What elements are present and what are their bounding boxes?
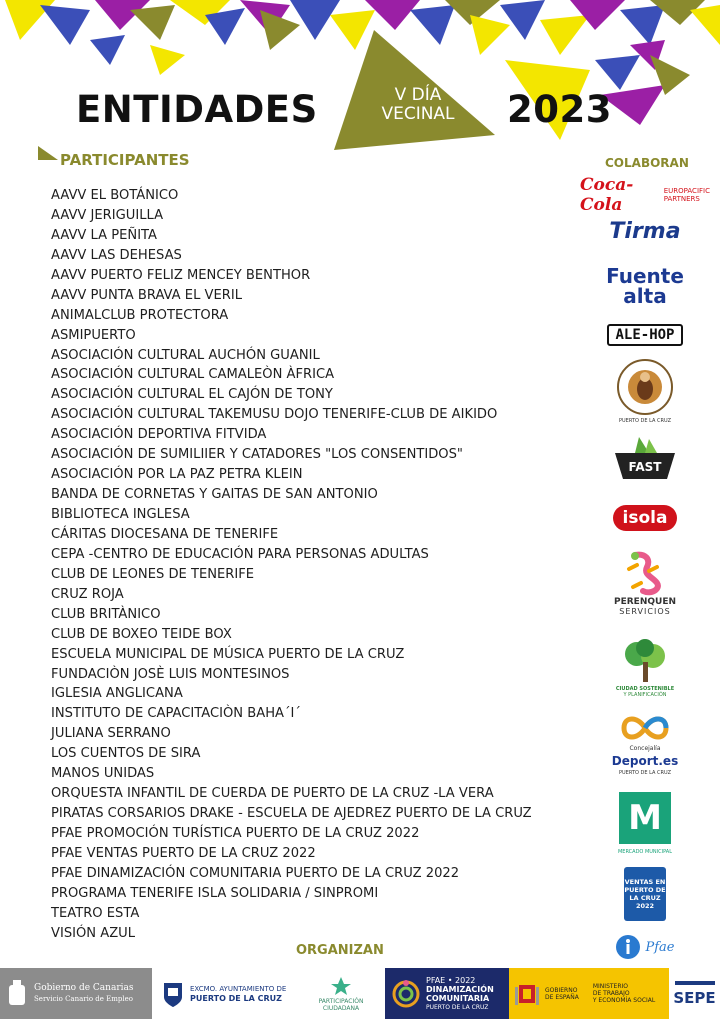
cofradia-caption: PUERTO DE LA CRUZ	[619, 418, 671, 424]
list-item: CLUB BRITÀNICO	[51, 606, 161, 622]
network-icon	[391, 979, 421, 1009]
list-item: ASOCIACIÓN CULTURAL TAKEMUSU DOJO TENERIFE-CLUB DE AIKIDO	[51, 407, 498, 423]
ayto-line-1: EXCMO. AYUNTAMIENTO DE	[190, 984, 287, 993]
list-item: JULIANA SERRANO	[51, 726, 171, 742]
ayuntamiento-logo	[162, 968, 298, 1019]
pfae-line-2: DINAMIZACIÓN	[426, 984, 494, 994]
list-item: CLUB DE LEONES DE TENERIFE	[51, 566, 255, 582]
ciudad-caption-2: Y PLANIFICACIÓN	[623, 692, 667, 698]
cocacola-wordmark: Coca-Cola	[580, 175, 634, 215]
ciudad-sostenible-logo	[580, 632, 710, 704]
gob-line-2: DE ESPAÑA	[545, 993, 579, 1001]
deportes-logo	[580, 710, 710, 780]
perenquen-subtitle: SERVICIOS	[619, 607, 671, 616]
list-item: AAVV JERIGUILLA	[51, 207, 164, 223]
gobierno-canarias-text	[34, 983, 133, 1005]
ayuntamiento-text	[190, 985, 286, 1003]
gecko-icon	[621, 549, 669, 597]
list-item: TEATRO ESTA	[51, 905, 140, 921]
list-item: ASOCIACIÓN CULTURAL EL CAJÓN DE TONY	[51, 387, 333, 403]
mercado-m-icon: M	[619, 792, 671, 844]
title-year: 2023	[507, 88, 612, 131]
list-item: ASOCIACIÓN DE SUMILIIER Y CATADORES "LOS CONSENTIDOS"	[51, 447, 463, 463]
pfae-line-4: PUERTO DE LA CRUZ	[426, 1003, 489, 1011]
confetti-decoration	[0, 0, 720, 160]
list-item: INSTITUTO DE CAPACITACIÒN BAHA´I´	[51, 706, 301, 722]
sepe-wordmark: SEPE	[673, 988, 716, 1007]
cocacola-sub-2: PARTNERS	[663, 195, 700, 203]
organizan-heading: ORGANIZAN	[296, 943, 384, 958]
list-item: ASMIPUERTO	[51, 327, 136, 343]
isola-wordmark: isola	[613, 505, 678, 531]
list-item: ASOCIACIÓN CULTURAL CAMALEÒN ÀFRICA	[51, 367, 335, 383]
mercado-caption: MERCADO MUNICIPAL	[617, 848, 673, 855]
day-badge	[362, 86, 474, 124]
list-item: CLUB DE BOXEO TEIDE BOX	[51, 626, 232, 642]
cocacola-sub-1: EUROPACIFIC	[663, 187, 710, 195]
mercado-logo	[580, 788, 710, 860]
min-line-1: MINISTERIO	[592, 983, 628, 990]
ayuntamiento-crest-icon	[162, 979, 184, 1009]
spain-crest-icon	[515, 979, 539, 1009]
list-item: IGLESIA ANGLICANA	[51, 686, 183, 702]
gc-line-1: Gobierno de Canarias	[34, 982, 134, 993]
people-star-icon	[329, 976, 353, 996]
cofradia-logo	[580, 354, 710, 430]
perenquen-title: PERENQUEN	[614, 597, 676, 607]
participantes-heading: PARTICIPANTES	[60, 151, 190, 169]
list-item: MANOS UNIDAS	[51, 766, 155, 782]
tirma-logo: Tirma	[609, 218, 681, 244]
list-item: CÁRITAS DIOCESANA DE TENERIFE	[51, 526, 279, 542]
list-item: AAVV PUNTA BRAVA EL VERIL	[51, 287, 243, 303]
min-line-2: DE TRABAJO	[592, 990, 630, 997]
ventas-bag-icon: VENTAS EN PUERTO DE LA CRUZ 2022	[624, 867, 666, 921]
infinity-icon	[620, 712, 670, 744]
list-item: ESCUELA MUNICIPAL DE MÚSICA PUERTO DE LA CRUZ	[51, 646, 405, 662]
tree-icon	[617, 638, 673, 686]
pfae-wordmark: Pfae	[645, 939, 675, 955]
partic-line-2: CIUDADANA	[322, 1004, 360, 1012]
gobierno-espana-logo	[509, 968, 669, 1019]
gobierno-espana-text	[545, 987, 579, 1001]
cocacola-sub	[664, 187, 710, 203]
pfae-logo	[580, 926, 710, 968]
list-item: AAVV EL BOTÁNICO	[51, 188, 179, 203]
list-item: VISIÓN AZUL	[51, 925, 136, 941]
list-item: BANDA DE CORNETAS Y GAITAS DE SAN ANTONIO	[51, 487, 378, 503]
cofradia-seal-icon	[616, 358, 674, 416]
list-item: CEPA -CENTRO DE EDUCACIÓN PARA PERSONAS ADULTAS	[51, 546, 429, 562]
badge-line-2: VECINAL	[381, 104, 455, 124]
list-item: AAVV PUERTO FELIZ MENCEY BENTHOR	[51, 267, 311, 283]
sepe-logo	[669, 968, 720, 1019]
fast-text: FAST	[628, 460, 662, 474]
ventas-logo	[580, 864, 710, 924]
list-item: AAVV LA PEÑITA	[51, 227, 157, 243]
list-item: PROGRAMA TENERIFE ISLA SOLIDARIA / SINPROMI	[51, 885, 379, 901]
list-item: FUNDACIÒN JOSÈ LUIS MONTESINOS	[51, 666, 290, 682]
organizers-footer	[0, 968, 720, 1019]
list-item: ANIMALCLUB PROTECTORA	[51, 307, 229, 323]
list-item: ASOCIACIÓN CULTURAL AUCHÓN GUANIL	[51, 347, 320, 363]
deportes-wordmark: Deport.es	[611, 754, 679, 768]
list-item: ASOCIACIÓN DEPORTIVA FITVIDA	[51, 427, 267, 443]
participacion-logo	[306, 968, 376, 1019]
gob-line-1: GOBIERNO	[545, 986, 578, 994]
list-item: PIRATAS CORSARIOS DRAKE - ESCUELA DE AJEDREZ PUERTO DE LA CRUZ	[51, 806, 532, 822]
gobierno-canarias-logo	[0, 968, 152, 1019]
list-item: ASOCIACIÓN POR LA PAZ PETRA KLEIN	[51, 467, 303, 483]
participants-list	[51, 186, 532, 944]
ministerio-text	[593, 983, 655, 1004]
fast-badge-icon	[609, 435, 681, 489]
fast-logo	[580, 432, 710, 492]
min-line-3: Y ECONOMÍA SOCIAL	[592, 997, 656, 1004]
canarias-crest-icon	[6, 979, 28, 1009]
gc-line-2: Servicio Canario de Empleo	[34, 994, 133, 1003]
alehop-wordmark: ALE-HOP	[607, 324, 682, 346]
list-item: PFAE PROMOCIÓN TURÍSTICA PUERTO DE LA CRUZ 2022	[51, 826, 420, 841]
badge-line-1: V DÍA	[394, 85, 442, 105]
list-item: PFAE DINAMIZACIÓN COMUNITARIA PUERTO DE LA CRUZ 2022	[51, 865, 460, 881]
partic-line-1: PARTICIPACIÓN	[318, 997, 364, 1005]
cocacola-logo	[580, 175, 710, 215]
list-item: ORQUESTA INFANTIL DE CUERDA DE PUERTO DE LA CRUZ -LA VERA	[51, 786, 494, 802]
ayto-line-2: PUERTO DE LA CRUZ	[190, 993, 282, 1003]
pfae-dinamizacion-text	[426, 976, 494, 1012]
list-item: AAVV LAS DEHESAS	[51, 247, 182, 263]
participacion-text	[306, 976, 376, 1012]
alehop-logo	[580, 322, 710, 348]
list-item: LOS CUENTOS DE SIRA	[51, 746, 201, 762]
deportes-pre: Concejalía	[629, 745, 661, 752]
fuente-alta-line-1: Fuente	[606, 264, 684, 288]
ciudad-caption-1: CIUDAD SOSTENIBLE	[615, 686, 675, 692]
pfae-line-1: PFAE • 2022	[426, 975, 476, 985]
perenquen-logo	[580, 540, 710, 626]
list-item: BIBLIOTECA INGLESA	[51, 507, 190, 522]
fuente-alta-line-2: alta	[623, 284, 667, 308]
fuente-alta-logo	[580, 256, 710, 316]
colaboran-heading: COLABORAN	[605, 156, 689, 170]
sepe-bar	[675, 981, 715, 985]
title-entidades: ENTIDADES	[76, 88, 318, 131]
pfae-line-3: COMUNITARIA	[426, 993, 490, 1003]
list-item: CRUZ ROJA	[51, 586, 124, 602]
isola-logo	[580, 502, 710, 534]
deportes-sub: PUERTO DE LA CRUZ	[619, 770, 671, 776]
info-circle-icon	[615, 934, 641, 960]
pfae-dinamizacion-logo	[385, 968, 509, 1019]
list-item: PFAE VENTAS PUERTO DE LA CRUZ 2022	[51, 845, 316, 861]
